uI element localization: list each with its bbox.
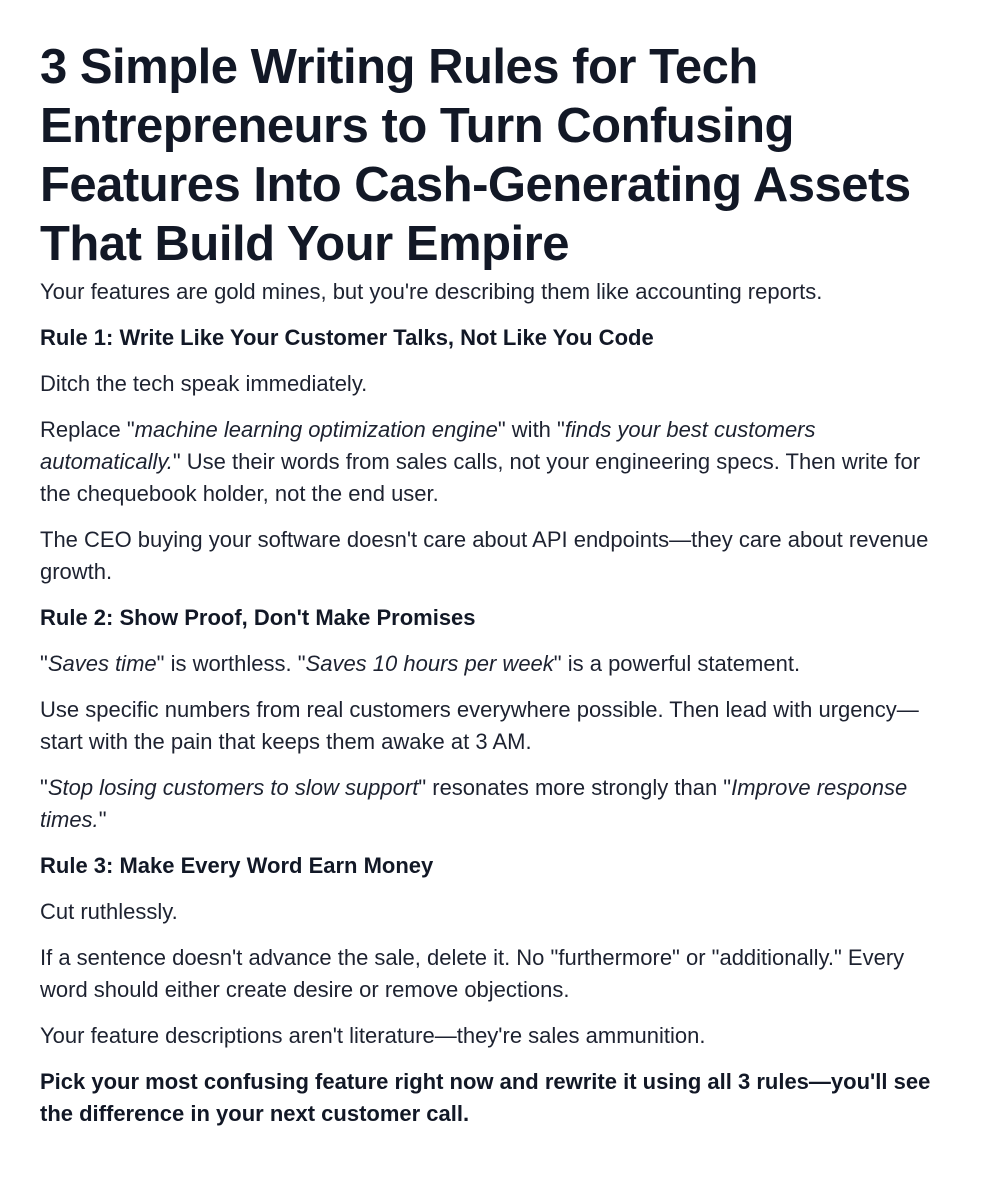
- rule-3-heading: Rule 3: Make Every Word Earn Money: [40, 853, 434, 878]
- article-subtitle: Your features are gold mines, but you're describing them like accounting reports.: [40, 279, 823, 304]
- italic-phrase: Saves time: [47, 651, 157, 676]
- italic-phrase: Improve response times.: [40, 775, 908, 832]
- rule-2-paragraph-1: [40, 648, 945, 680]
- rule-1-paragraph-2: [40, 414, 945, 510]
- text-segment: " resonates more strongly than ": [418, 775, 732, 800]
- text-segment: ": [40, 775, 48, 800]
- text-segment: Replace ": [40, 417, 135, 442]
- italic-phrase: Saves 10 hours per week: [305, 651, 554, 676]
- call-to-action: Pick your most confusing feature right now and rewrite it using all 3 rules—you'll see the difference in your next customer call.: [40, 1069, 931, 1126]
- rule-1-paragraph-3: The CEO buying your software doesn't care about API endpoints—they care about revenue growth.: [40, 527, 929, 584]
- rule-2-paragraph-2: Use specific numbers from real customers everywhere possible. Then lead with urgency—start with the pain that keeps them awake at 3 AM.: [40, 697, 919, 754]
- rule-1-heading: Rule 1: Write Like Your Customer Talks, Not Like You Code: [40, 325, 654, 350]
- italic-phrase: Stop losing customers to slow support: [47, 775, 419, 800]
- text-segment: " is worthless. ": [156, 651, 306, 676]
- text-segment: " with ": [497, 417, 565, 442]
- rule-3-paragraph-3: Your feature descriptions aren't literature—they're sales ammunition.: [40, 1023, 706, 1048]
- rule-2-heading: Rule 2: Show Proof, Don't Make Promises: [40, 605, 476, 630]
- rule-1-paragraph-1: Ditch the tech speak immediately.: [40, 371, 368, 396]
- text-segment: ": [98, 807, 107, 832]
- rule-2-paragraph-3: [40, 772, 945, 836]
- text-segment: " is a powerful statement.: [553, 651, 801, 676]
- rule-3-paragraph-1: Cut ruthlessly.: [40, 899, 178, 924]
- italic-phrase: finds your best customers automatically.: [40, 417, 816, 474]
- italic-phrase: machine learning optimization engine: [134, 417, 498, 442]
- text-segment: " Use their words from sales calls, not your engineering specs. Then write for the chequebook holder, not the end user.: [40, 449, 921, 506]
- text-segment: ": [40, 651, 48, 676]
- article-title: 3 Simple Writing Rules for Tech Entrepreneurs to Turn Confusing Features Into Cash-Generating Assets That Build Your Empire: [40, 40, 911, 271]
- rule-3-paragraph-2: If a sentence doesn't advance the sale, delete it. No "furthermore" or "additionally." Every word should either create desire or remove objections.: [40, 945, 905, 1002]
